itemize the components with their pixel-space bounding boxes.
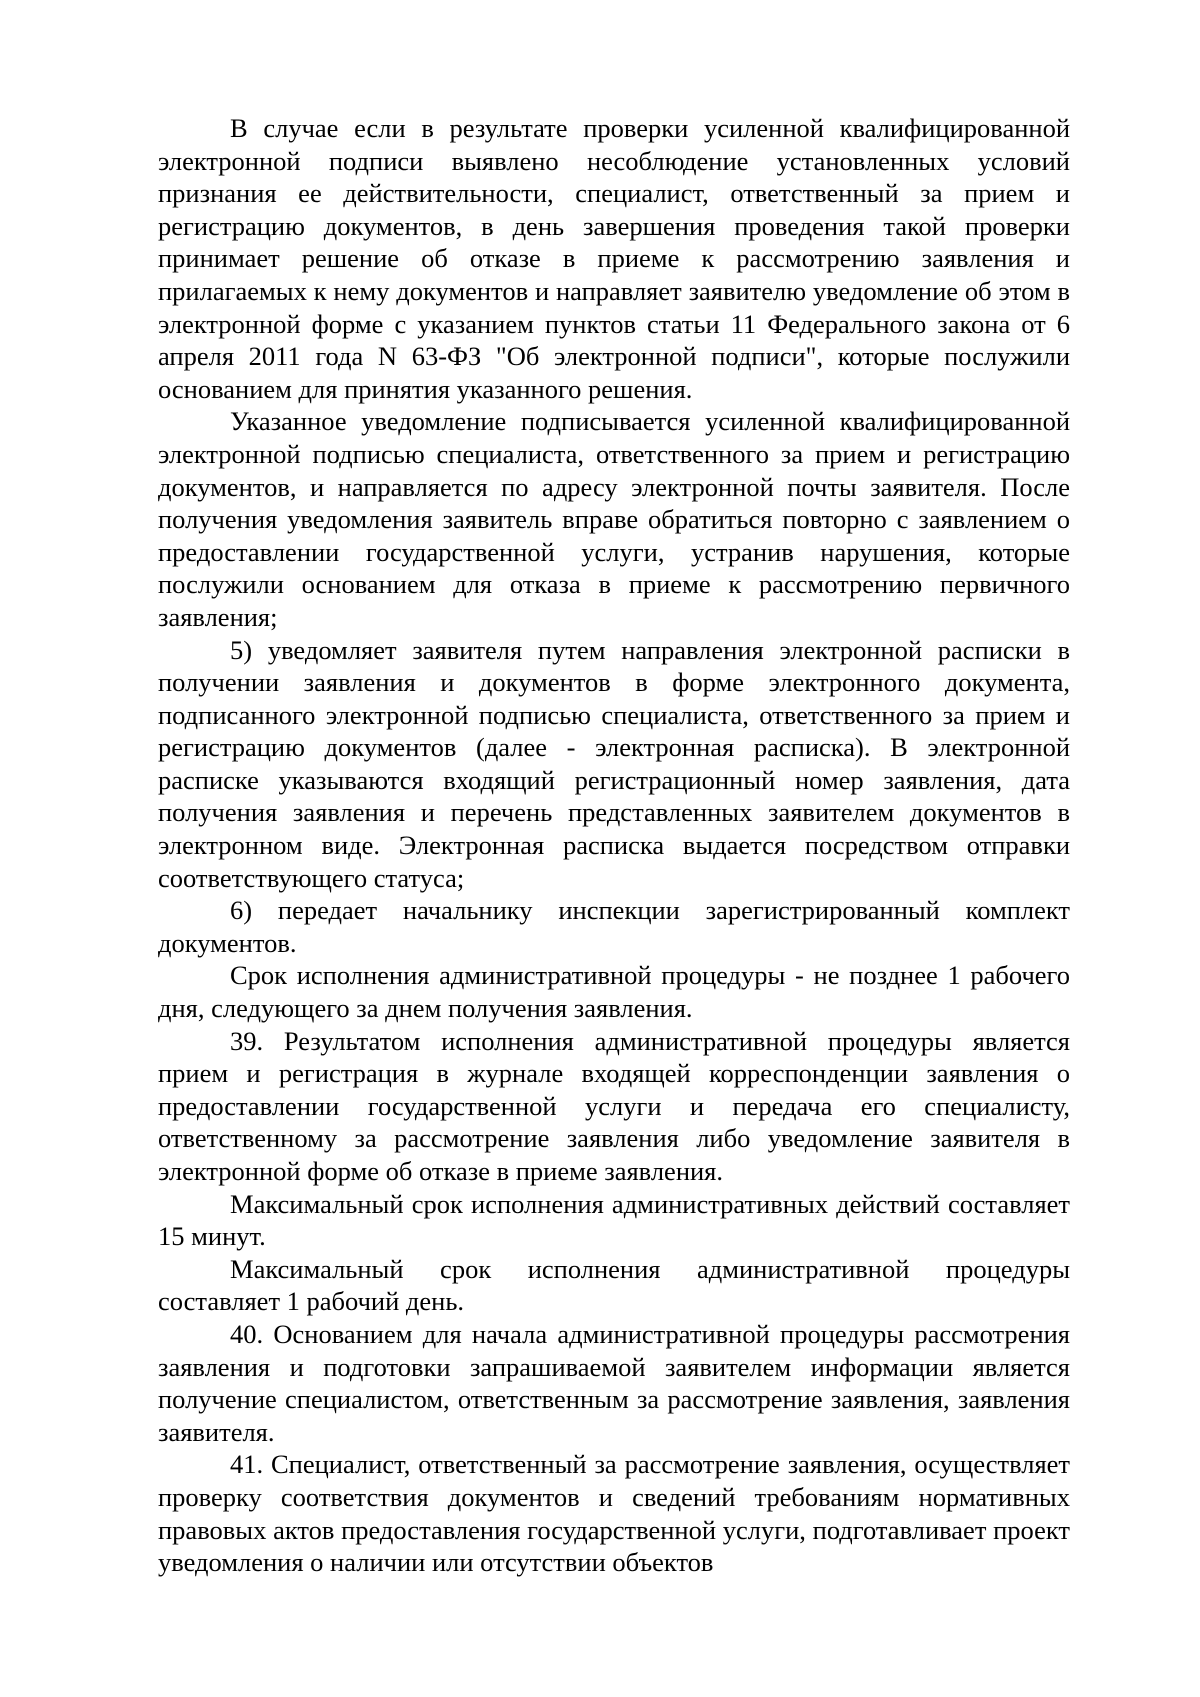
paragraph-item-6-transfer: 6) передает начальнику инспекции зарегистрированный комплект документов. xyxy=(158,895,1070,958)
paragraph-item-5-electronic-receipt: 5) уведомляет заявителя путем направления электронной расписки в получении заявления и документов в форме электронного документа, подписанного электронной подписью специалиста, ответственного за прием и регистрацию документов (далее - электронная расписка). В электронной расписке указываются входящий регистрационный номер заявления, дата получения заявления и перечень представленных заявителем документов в электронном виде. Электронная расписка выдается посредством отправки соответствующего статуса; xyxy=(158,634,1070,893)
paragraph-40-basis: 40. Основанием для начала административной процедуры рассмотрения заявления и подготовки запрашиваемой заявителем информации является получение специалистом, ответственным за рассмотрение заявления, заявления заявителя. xyxy=(158,1318,1070,1447)
paragraph-max-procedure-time: Максимальный срок исполнения административной процедуры составляет 1 рабочий день. xyxy=(158,1253,1070,1317)
paragraph-41-specialist: 41. Специалист, ответственный за рассмотрение заявления, осуществляет проверку соответствия документов и сведений требованиям нормативных правовых актов предоставления государственной услуги, подготавливает проект уведомления о наличии или отсутствии объектов xyxy=(158,1449,1070,1578)
paragraph-max-actions-time: Максимальный срок исполнения административных действий составляет 15 минут. xyxy=(158,1188,1070,1252)
paragraph-notification-signing: Указанное уведомление подписывается усиленной квалифицированной электронной подписью специалиста, ответственного за прием и регистрацию документов, и направляется по адресу электронной почты заявителя. После получения уведомления заявитель вправе обратиться повторно с заявлением о предоставлении государственной услуги, устранив нарушения, которые послужили основанием для отказа в приеме к рассмотрению первичного заявления; xyxy=(158,406,1070,632)
document-page xyxy=(158,112,1070,1579)
paragraph-signature-check-failure: В случае если в результате проверки усиленной квалифицированной электронной подписи выявлено несоблюдение установленных условий признания ее действительности, специалист, ответственный за прием и регистрацию документов, в день завершения проведения такой проверки принимает решение об отказе в приеме к рассмотрению заявления и прилагаемых к нему документов и направляет заявителю уведомление об этом в электронной форме с указанием пунктов статьи 11 Федерального закона от 6 апреля 2011 года N 63-ФЗ "Об электронной подписи", которые послужили основанием для принятия указанного решения. xyxy=(158,113,1070,404)
paragraph-procedure-deadline: Срок исполнения административной процедуры - не позднее 1 рабочего дня, следующего за днем получения заявления. xyxy=(158,960,1070,1024)
paragraph-39-result: 39. Результатом исполнения административной процедуры является прием и регистрация в журнале входящей корреспонденции заявления о предоставлении государственной услуги и передача его специалисту, ответственному за рассмотрение заявления либо уведомление заявителя в электронной форме об отказе в приеме заявления. xyxy=(158,1025,1070,1186)
